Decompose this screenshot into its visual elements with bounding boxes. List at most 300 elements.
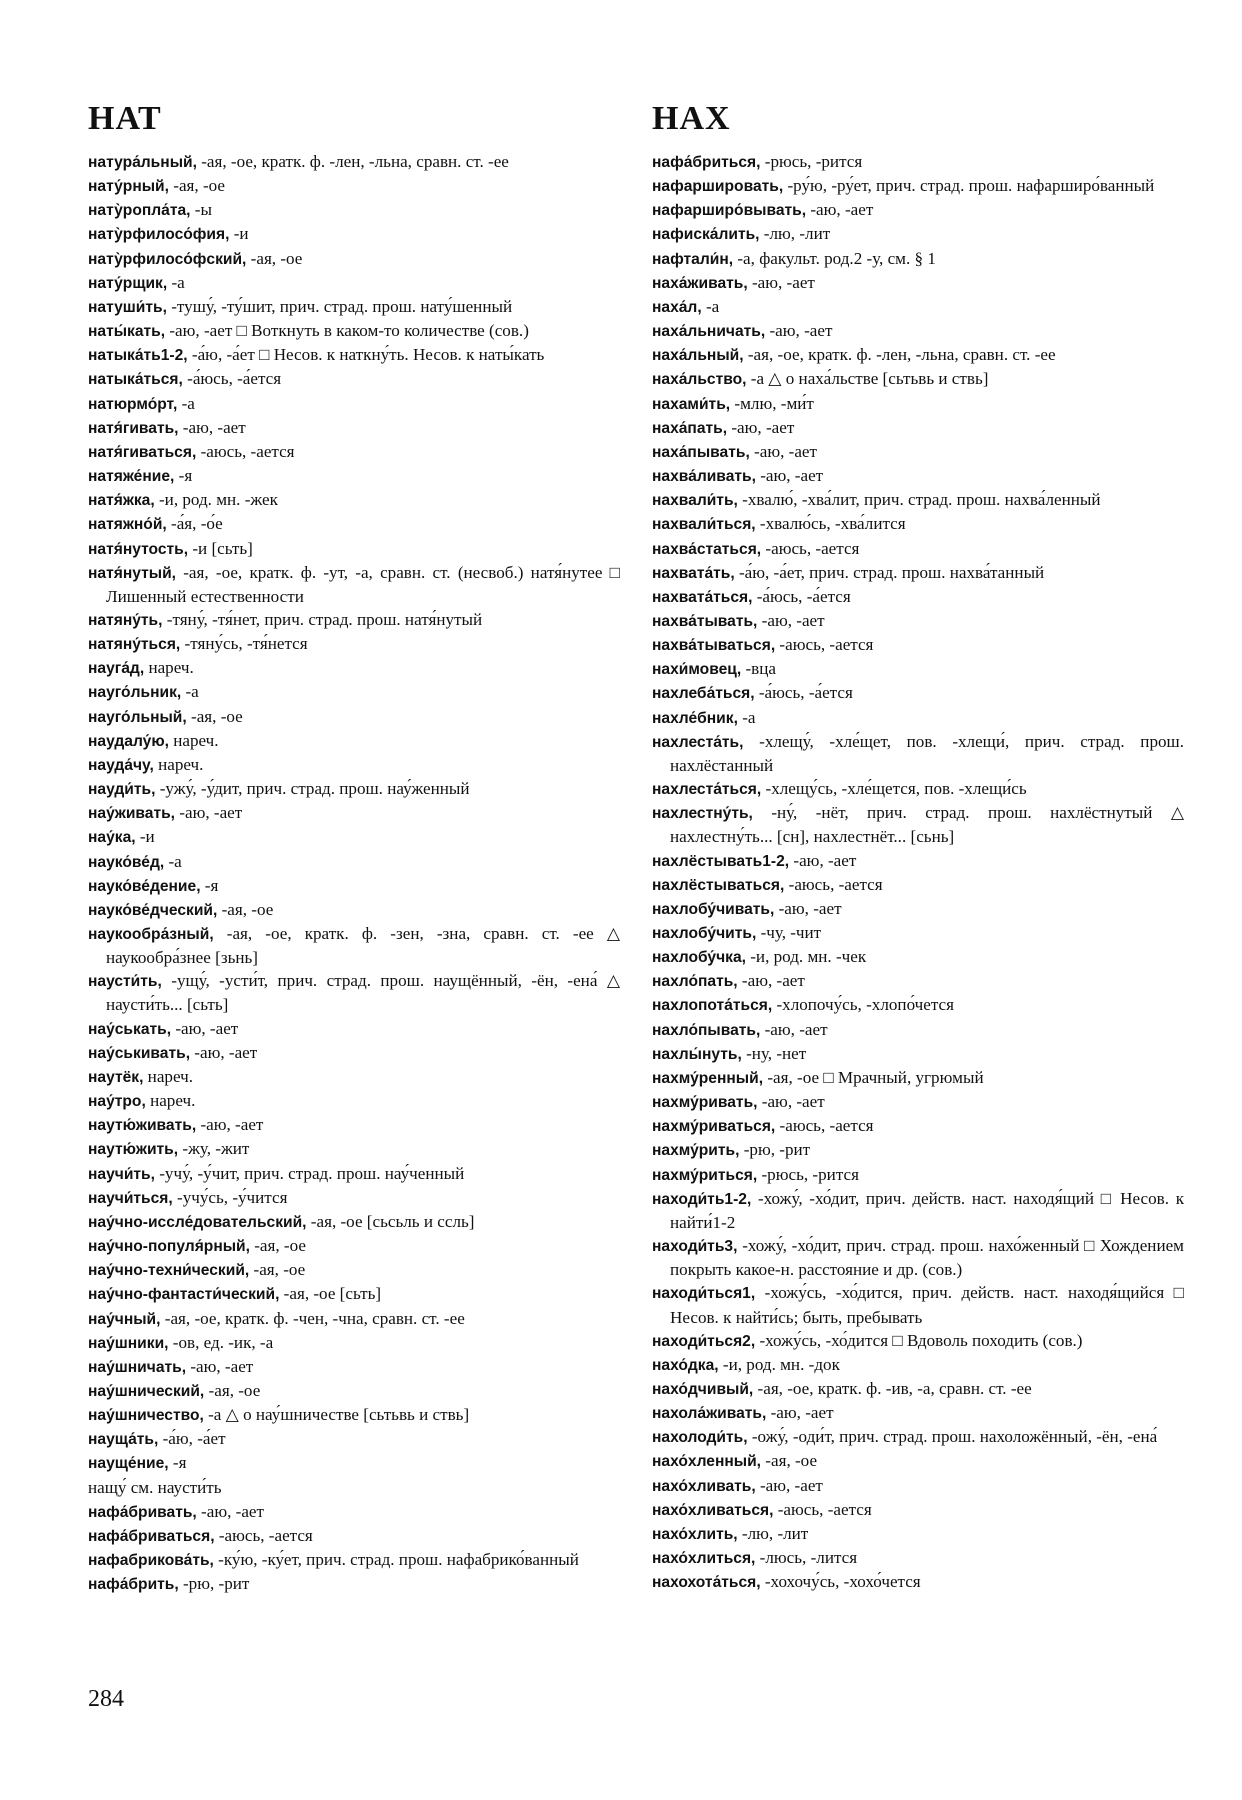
dictionary-entry <box>652 198 1184 222</box>
entry-forms: -хожу́, -хо́дит, прич. страд. прош. нахо́женный □ Хождением покрыть какое-н. расстояние и др. (сов.) <box>670 1236 1184 1280</box>
dictionary-entry <box>652 1281 1184 1328</box>
dictionary-entry <box>88 680 620 704</box>
dictionary-entry <box>652 1042 1184 1066</box>
entry-forms: -а́я, -о́е <box>166 514 223 534</box>
entry-headword: науго́льник, <box>88 684 182 702</box>
entry-headword: натуши́ть, <box>88 298 167 316</box>
entry-forms: -рю, -рит <box>739 1140 811 1160</box>
dictionary-entry <box>652 777 1184 801</box>
entry-forms: -ну, -нет <box>741 1043 807 1063</box>
entry-headword: нахола́живать, <box>652 1405 767 1423</box>
entry-headword: натяже́ние, <box>88 468 175 486</box>
dictionary-entry <box>652 222 1184 246</box>
entry-headword: нахлеста́ть, <box>652 733 744 751</box>
entry-headword: нахо́хливать, <box>652 1477 756 1495</box>
dictionary-entry <box>652 1114 1184 1138</box>
entry-forms: -ая, -ое <box>168 176 225 196</box>
dictionary-entry <box>652 801 1184 848</box>
dictionary-entry <box>652 609 1184 633</box>
entry-headword: наты́кать, <box>88 323 166 341</box>
entry-forms: -аюсь, -ается <box>775 1116 874 1136</box>
entry-headword: нахва́тывать, <box>652 612 758 630</box>
entry-forms: -аю, -ает <box>175 803 243 823</box>
entry-forms: -аюсь, -ается <box>775 635 874 655</box>
left-column <box>88 150 620 1596</box>
dictionary-entry <box>88 608 620 632</box>
entry-forms: -а́ю, -а́ет <box>158 1429 226 1449</box>
entry-forms: -а́ю, -а́ет □ Несов. к наткну́ть. Несов. к наты́кать <box>187 345 545 365</box>
dictionary-entry <box>652 464 1184 488</box>
entry-forms: -и <box>135 827 155 847</box>
entry-forms: -ущу́, -усти́т, прич. страд. прош. наущённый, -ён, -ена́ △ наусти́ть... [сьть] <box>106 971 620 1015</box>
entry-forms: -учу́, -у́чит, прич. страд. прош. нау́ченный <box>154 1163 465 1183</box>
entry-forms: -аюсь, -ается <box>784 874 883 894</box>
dictionary-entry <box>88 416 620 440</box>
dictionary-entry <box>652 1449 1184 1473</box>
dictionary-entry <box>88 1234 620 1258</box>
dictionary-entry <box>652 1498 1184 1522</box>
dictionary-entry <box>88 1403 620 1427</box>
entry-forms: -хожу́, -хо́дит, прич. действ. наст. находя́щий □ Несов. к найти́1-2 <box>670 1188 1184 1232</box>
entry-forms: -ов, ед. -ик, -а <box>168 1332 274 1352</box>
dictionary-entry <box>88 1572 620 1596</box>
dictionary-entry <box>88 1041 620 1065</box>
dictionary-entry <box>652 416 1184 440</box>
dictionary-entry <box>652 295 1184 319</box>
dictionary-entry <box>652 945 1184 969</box>
entry-forms: -ая, -ое [сьть] <box>279 1284 382 1304</box>
dictionary-entry <box>88 1017 620 1041</box>
entry-headword: науща́ть, <box>88 1431 159 1449</box>
entry-forms: -ужу́, -у́дит, прич. страд. прош. нау́женный <box>155 779 470 799</box>
entry-forms: -и, род. мн. -жек <box>154 490 278 510</box>
entry-forms: -ая, -ое [сьсьль и ссль] <box>306 1211 475 1231</box>
entry-forms: -аюсь, -ается <box>196 441 295 461</box>
entry-headword: нафа́бриваться, <box>88 1527 215 1545</box>
entry-forms: -ая, -ое <box>217 899 274 919</box>
dictionary-entry <box>88 1113 620 1137</box>
entry-forms: -аю, -ает <box>727 417 795 437</box>
entry-forms: -ы <box>190 200 212 220</box>
dictionary-entry <box>88 343 620 367</box>
dictionary-entry <box>652 1425 1184 1449</box>
entry-forms: -а <box>701 296 720 316</box>
entry-headword: нау́чно-популя́рный, <box>88 1238 250 1256</box>
entry-headword: нахлобу́чка, <box>652 949 746 967</box>
dictionary-entry <box>88 1476 620 1500</box>
entry-headword: натура́льный, <box>88 154 197 171</box>
right-column <box>652 150 1184 1594</box>
entry-headword: нахлобу́чивать, <box>652 900 775 918</box>
dictionary-entry <box>652 633 1184 657</box>
dictionary-entry <box>652 681 1184 705</box>
entry-forms: -аю, -ает <box>171 1018 239 1038</box>
entry-headword: нахму́риваться, <box>652 1118 776 1136</box>
entry-forms: нареч. <box>143 1066 193 1086</box>
entry-headword: нахо́хлиться, <box>652 1550 756 1568</box>
dictionary-entry <box>88 488 620 512</box>
entry-forms: -лю, -лит <box>737 1523 809 1543</box>
dictionary-entry <box>88 632 620 656</box>
dictionary-entry <box>652 367 1184 391</box>
entry-headword: натя́гиваться, <box>88 443 197 461</box>
entry-forms: -хожу́сь, -хо́дится, прич. действ. наст. находя́щийся □ Несов. к найти́сь; быть, пребывать <box>670 1283 1184 1327</box>
dictionary-entry <box>88 1379 620 1403</box>
entry-forms: -ая, -ое <box>204 1380 261 1400</box>
entry-headword: нау́ськивать, <box>88 1044 191 1062</box>
entry-forms: -а́юсь, -а́ется <box>754 683 853 703</box>
entry-headword: нау́ськать, <box>88 1020 172 1038</box>
entry-forms: -а́ю, -а́ет, прич. страд. прош. нахва́танный <box>734 562 1045 582</box>
entry-headword: наха́льство, <box>652 371 747 389</box>
entry-headword: нахолоди́ть, <box>652 1429 748 1447</box>
entry-forms: -аюсь, -ается <box>761 538 860 558</box>
dictionary-entry <box>652 657 1184 681</box>
entry-forms: -я <box>168 1453 187 1473</box>
dictionary-entry <box>652 1401 1184 1425</box>
entry-headword: натя́гивать, <box>88 419 179 437</box>
page-number: 284 <box>88 1686 124 1712</box>
dictionary-entry <box>88 777 620 801</box>
entry-forms: -ожу́, -оди́т, прич. страд. прош. нахоложённый, -ён, -ена́ <box>747 1427 1158 1447</box>
entry-forms: -и [сьть] <box>188 538 253 558</box>
entry-forms: -хвалю́сь, -хва́лится <box>755 514 906 534</box>
dictionary-entry <box>88 561 620 608</box>
dictionary-entry <box>88 512 620 536</box>
entry-forms: -аюсь, -ается <box>773 1499 872 1519</box>
entry-headword: нахохота́ться, <box>652 1574 761 1592</box>
entry-forms: -аю, -ает <box>196 1501 264 1521</box>
entry-headword: нахлёстывать1-2, <box>652 852 790 870</box>
entry-headword: находи́ться1, <box>652 1285 756 1303</box>
entry-forms: -аю, -ает <box>765 321 833 341</box>
dictionary-entry <box>652 1066 1184 1090</box>
entry-headword: натыка́ться, <box>88 371 183 389</box>
entry-headword: нау́ка, <box>88 829 136 847</box>
dictionary-entry <box>88 222 620 246</box>
entry-headword: нафарширо́вывать, <box>652 202 807 220</box>
entry-headword: наха́л, <box>652 298 702 316</box>
entry-forms: -млю, -ми́т <box>730 393 814 413</box>
entry-headword: нахлопота́ться, <box>652 997 773 1015</box>
entry-forms: -ку́ю, -ку́ет, прич. страд. прош. нафабрико́ванный <box>213 1550 579 1570</box>
dictionary-entry <box>652 1234 1184 1281</box>
entry-forms: -и, род. мн. -чек <box>745 947 867 967</box>
entry-forms: -а́юсь, -а́ется <box>752 586 851 606</box>
dictionary-entry <box>88 1162 620 1186</box>
dictionary-entry <box>88 1500 620 1524</box>
entry-forms: -аю, -ает <box>178 417 246 437</box>
entry-forms: -а <box>737 707 756 727</box>
entry-headword: находи́ть1-2, <box>652 1190 752 1208</box>
entry-forms: нареч. <box>144 658 194 678</box>
entry-headword: натя́нутый, <box>88 564 176 582</box>
entry-headword: нау́живать, <box>88 805 176 823</box>
entry-headword: науще́ние, <box>88 1455 169 1473</box>
entry-forms: -хлещу́сь, -хле́щется, пов. -хлещи́сь <box>761 779 1027 799</box>
left-running-head: НАТ <box>88 100 162 137</box>
dictionary-entry <box>88 367 620 391</box>
entry-headword: нахму́рить, <box>652 1142 740 1160</box>
entry-headword: нау́шничество, <box>88 1407 204 1425</box>
dictionary-entry <box>652 561 1184 585</box>
entry-headword: нахлобу́чить, <box>652 925 757 942</box>
entry-forms: -аю, -ает <box>186 1356 254 1376</box>
entry-forms: -ая, -ое, кратк. ф. -ив, -а, сравн. ст. -ее <box>753 1378 1032 1398</box>
entry-forms: -ая, -ое, кратк. ф. -лен, -льна, сравн. ст. -ее <box>196 152 509 171</box>
entry-headword: нахле́бник, <box>652 709 738 727</box>
dictionary-entry <box>652 1187 1184 1234</box>
entry-headword: нахо́хливаться, <box>652 1501 774 1519</box>
entry-headword: наусти́ть, <box>88 973 162 991</box>
dictionary-entry <box>88 705 620 729</box>
entry-forms: -рюсь, -рится <box>760 152 863 171</box>
entry-headword: нахлеба́ться, <box>652 685 755 703</box>
entry-forms: -аю, -ает <box>760 1019 828 1039</box>
entry-headword: нахо́хлить, <box>652 1525 738 1543</box>
entry-headword: нахва́ливать, <box>652 468 756 486</box>
entry-forms: -аю, -ает <box>747 272 815 292</box>
entry-forms: -хлопочу́сь, -хлопо́чется <box>772 995 954 1015</box>
entry-headword: наха́пать, <box>652 419 728 437</box>
entry-forms: -ру́ю, -ру́ет, прич. страд. прош. нафарширо́ванный <box>783 176 1155 196</box>
entry-headword: нахлеста́ться, <box>652 781 762 799</box>
entry-headword: нафа́бривать, <box>88 1503 197 1521</box>
right-running-head: НАХ <box>652 100 731 137</box>
entry-headword: наха́пывать, <box>652 443 750 461</box>
entry-forms: -и <box>229 224 249 244</box>
entry-forms: -чу, -чит <box>756 923 822 942</box>
entry-forms: -люсь, -лится <box>755 1548 858 1568</box>
entry-headword: нахлы́нуть, <box>652 1045 742 1063</box>
entry-forms: -ну́, -нёт, прич. страд. прош. нахлёстнутый △ нахлестну́ть... [сн], нахлестнёт... [сьнь] <box>670 803 1184 847</box>
dictionary-entry <box>652 585 1184 609</box>
entry-headword: нахо́дчивый, <box>652 1380 754 1398</box>
entry-headword: натя́нутость, <box>88 540 189 558</box>
entry-headword: наукообра́зный, <box>88 926 214 943</box>
entry-forms: -а △ о нау́шничестве [сьтьвь и ствь] <box>203 1405 470 1425</box>
entry-headword: нахо́дка, <box>652 1356 719 1374</box>
entry-forms: -а <box>181 682 199 702</box>
dictionary-entry <box>652 1329 1184 1353</box>
dictionary-entry <box>652 993 1184 1017</box>
dictionary-entry <box>652 1138 1184 1162</box>
dictionary-entry <box>88 174 620 198</box>
dictionary-entry <box>652 319 1184 343</box>
dictionary-entry <box>652 1546 1184 1570</box>
entry-headword: нахлестну́ть, <box>652 805 753 823</box>
entry-headword: натяну́ться, <box>88 636 181 654</box>
dictionary-entry <box>652 343 1184 367</box>
entry-forms: нареч. <box>168 730 219 750</box>
entry-forms: нареч. <box>153 754 204 774</box>
entry-forms: -ая, -ое, кратк. ф. -лен, -льна, сравн. ст. -ее <box>743 345 1056 365</box>
dictionary-entry <box>88 1089 620 1113</box>
dictionary-entry <box>652 440 1184 464</box>
entry-headword: нафиска́лить, <box>652 226 760 244</box>
dictionary-entry <box>652 174 1184 198</box>
entry-forms: -хвалю́, -хва́лит, прич. страд. прош. нахва́ленный <box>737 490 1101 510</box>
entry-forms: -ая, -ое, кратк. ф. -зен, -зна, сравн. ст. -ее △ наукообра́знее [зьнь] <box>106 924 620 968</box>
entry-headword: натыка́ть1-2, <box>88 347 188 365</box>
entry-headword: науга́д, <box>88 660 145 678</box>
entry-forms: -аю, -ает <box>755 466 824 486</box>
entry-forms: -аю, -ает <box>755 1475 823 1495</box>
entry-forms: -хлещу́, -хле́щет, пов. -хлещи́, прич. страд. прош. нахлёстанный <box>670 731 1184 775</box>
entry-headword: нату́рщик, <box>88 274 168 292</box>
entry-forms: -жу, -жит <box>178 1139 250 1159</box>
entry-forms: -тушу́, -ту́шит, прич. страд. прош. нату́шенный <box>166 296 513 316</box>
entry-headword: нафа́бриться, <box>652 154 761 171</box>
dictionary-entry <box>652 1570 1184 1594</box>
entry-headword: науко́ве́д, <box>88 853 165 871</box>
entry-headword: науди́ть, <box>88 781 156 799</box>
entry-headword: нафаршировать, <box>652 178 784 196</box>
dictionary-entry <box>88 969 620 1016</box>
entry-forms: -ая, -ое, кратк. ф. -чен, -чна, сравн. ст. -ее <box>160 1308 465 1328</box>
entry-headword: науко́ве́дческий, <box>88 901 218 919</box>
entry-headword: наха́живать, <box>652 274 748 292</box>
entry-headword: научи́ться, <box>88 1189 173 1207</box>
entry-headword: нахи́мовец, <box>652 661 742 679</box>
entry-forms: -аю, -ает <box>196 1115 264 1135</box>
dictionary-entry <box>652 969 1184 993</box>
dictionary-entry <box>652 849 1184 873</box>
dictionary-entry <box>652 150 1184 174</box>
dictionary-entry <box>88 1210 620 1234</box>
dictionary-entry <box>88 1137 620 1161</box>
dictionary-entry <box>88 825 620 849</box>
entry-forms: -аю, -ает □ Воткнуть в каком-то количестве (сов.) <box>165 321 529 341</box>
entry-headword: нау́шнический, <box>88 1382 205 1400</box>
dictionary-entry <box>652 730 1184 777</box>
dictionary-entry <box>88 874 620 898</box>
entry-forms: -аю, -ает <box>757 1092 825 1112</box>
entry-forms: -тяну́, -тя́нет, прич. страд. прош. натя́нутый <box>162 609 483 629</box>
entry-headword: нахму́риться, <box>652 1166 758 1184</box>
dictionary-entry <box>88 1524 620 1548</box>
entry-forms: -а́юсь, -а́ется <box>182 369 282 389</box>
entry-headword: наудалу́ю, <box>88 732 169 750</box>
entry-headword: нахло́пать, <box>652 973 738 991</box>
dictionary-entry <box>652 706 1184 730</box>
dictionary-entry <box>88 1451 620 1475</box>
dictionary-entry <box>88 1331 620 1355</box>
dictionary-entry <box>88 729 620 753</box>
dictionary-entry <box>88 1307 620 1331</box>
entry-forms: -аю, -ает <box>774 898 842 918</box>
dictionary-entry <box>652 392 1184 416</box>
dictionary-entry <box>88 753 620 777</box>
dictionary-entry <box>88 319 620 343</box>
entry-headword: науго́льный, <box>88 708 187 726</box>
dictionary-entry <box>88 440 620 464</box>
dictionary-entry <box>88 247 620 271</box>
entry-forms: -аю, -ает <box>757 610 825 630</box>
dictionary-entry <box>652 1522 1184 1546</box>
dictionary-entry <box>652 488 1184 512</box>
entry-forms: -тяну́сь, -тя́нется <box>180 634 308 654</box>
dictionary-entry <box>652 921 1184 945</box>
entry-forms: -ая, -ое <box>249 1236 306 1256</box>
entry-headword: находи́ться2, <box>652 1332 756 1350</box>
entry-forms: -я <box>200 875 219 895</box>
entry-headword: нау́чно-иссле́довательский, <box>88 1213 307 1231</box>
entry-forms: -аю, -ает <box>766 1403 834 1423</box>
entry-forms: -аю, -ает <box>190 1042 258 1062</box>
entry-headword: научи́ть, <box>88 1165 155 1183</box>
entry-headword: нахва́тываться, <box>652 637 776 655</box>
entry-forms: -ая, -ое <box>246 248 303 268</box>
dictionary-entry <box>88 198 620 222</box>
dictionary-entry <box>652 271 1184 295</box>
dictionary-entry <box>88 1282 620 1306</box>
entry-forms: -аюсь, -ается <box>214 1525 313 1545</box>
dictionary-entry <box>88 1548 620 1572</box>
entry-headword: науда́чу, <box>88 756 154 774</box>
dictionary-entry <box>88 295 620 319</box>
dictionary-entry <box>88 1065 620 1089</box>
dictionary-entry <box>88 656 620 680</box>
dictionary-entry <box>652 537 1184 561</box>
entry-headword: нафабрикова́ть, <box>88 1552 214 1570</box>
entry-forms: нащу́ см. наусти́ть <box>88 1477 222 1497</box>
entry-forms: -аю, -ает <box>806 200 874 220</box>
entry-headword: нау́чный, <box>88 1310 161 1328</box>
dictionary-entry <box>88 537 620 561</box>
entry-forms: -хохочу́сь, -хохо́чется <box>760 1572 921 1592</box>
entry-forms: -а △ о наха́льстве [сьтьвь и ствь] <box>746 369 989 389</box>
dictionary-entry <box>652 512 1184 536</box>
entry-forms: -рюсь, -рится <box>757 1164 859 1184</box>
dictionary-entry <box>88 1427 620 1451</box>
entry-forms: -лю, -лит <box>759 224 831 244</box>
entry-headword: наутю́живать, <box>88 1117 197 1135</box>
entry-forms: -ая, -ое <box>761 1451 818 1471</box>
entry-headword: наха́льничать, <box>652 323 766 341</box>
entry-headword: нахвата́ть, <box>652 564 735 582</box>
dictionary-entry <box>88 271 620 295</box>
entry-forms: нареч. <box>145 1091 196 1111</box>
entry-headword: находи́ть3, <box>652 1238 738 1256</box>
entry-forms: -учу́сь, -у́чится <box>172 1187 288 1207</box>
entry-headword: нахлёстываться, <box>652 876 785 894</box>
entry-forms: -хожу́сь, -хо́дится □ Вдоволь походить (сов.) <box>755 1330 1083 1350</box>
dictionary-entry <box>652 873 1184 897</box>
entry-headword: науко́ве́дение, <box>88 877 201 895</box>
dictionary-entry <box>652 1090 1184 1114</box>
entry-forms: -ая, -ое <box>186 706 243 726</box>
entry-headword: нату́рный, <box>88 178 169 196</box>
entry-forms: -и, род. мн. -док <box>718 1354 840 1374</box>
dictionary-entry <box>88 392 620 416</box>
dictionary-entry <box>652 1163 1184 1187</box>
entry-headword: нахо́хленный, <box>652 1453 762 1471</box>
dictionary-entry <box>88 922 620 969</box>
entry-headword: нахами́ть, <box>652 395 731 413</box>
entry-forms: -аю, -ает <box>789 850 857 870</box>
dictionary-entry <box>652 1018 1184 1042</box>
entry-headword: нау́шничать, <box>88 1358 187 1376</box>
entry-headword: натяну́ть, <box>88 611 163 629</box>
entry-headword: наутёк, <box>88 1068 144 1086</box>
entry-headword: нахму́ренный, <box>652 1069 764 1087</box>
entry-headword: нафа́брить, <box>88 1576 179 1594</box>
entry-forms: -ая, -ое <box>249 1260 306 1280</box>
entry-forms: -а <box>164 851 182 871</box>
dictionary-entry <box>652 897 1184 921</box>
entry-headword: нахвата́ться, <box>652 588 753 606</box>
